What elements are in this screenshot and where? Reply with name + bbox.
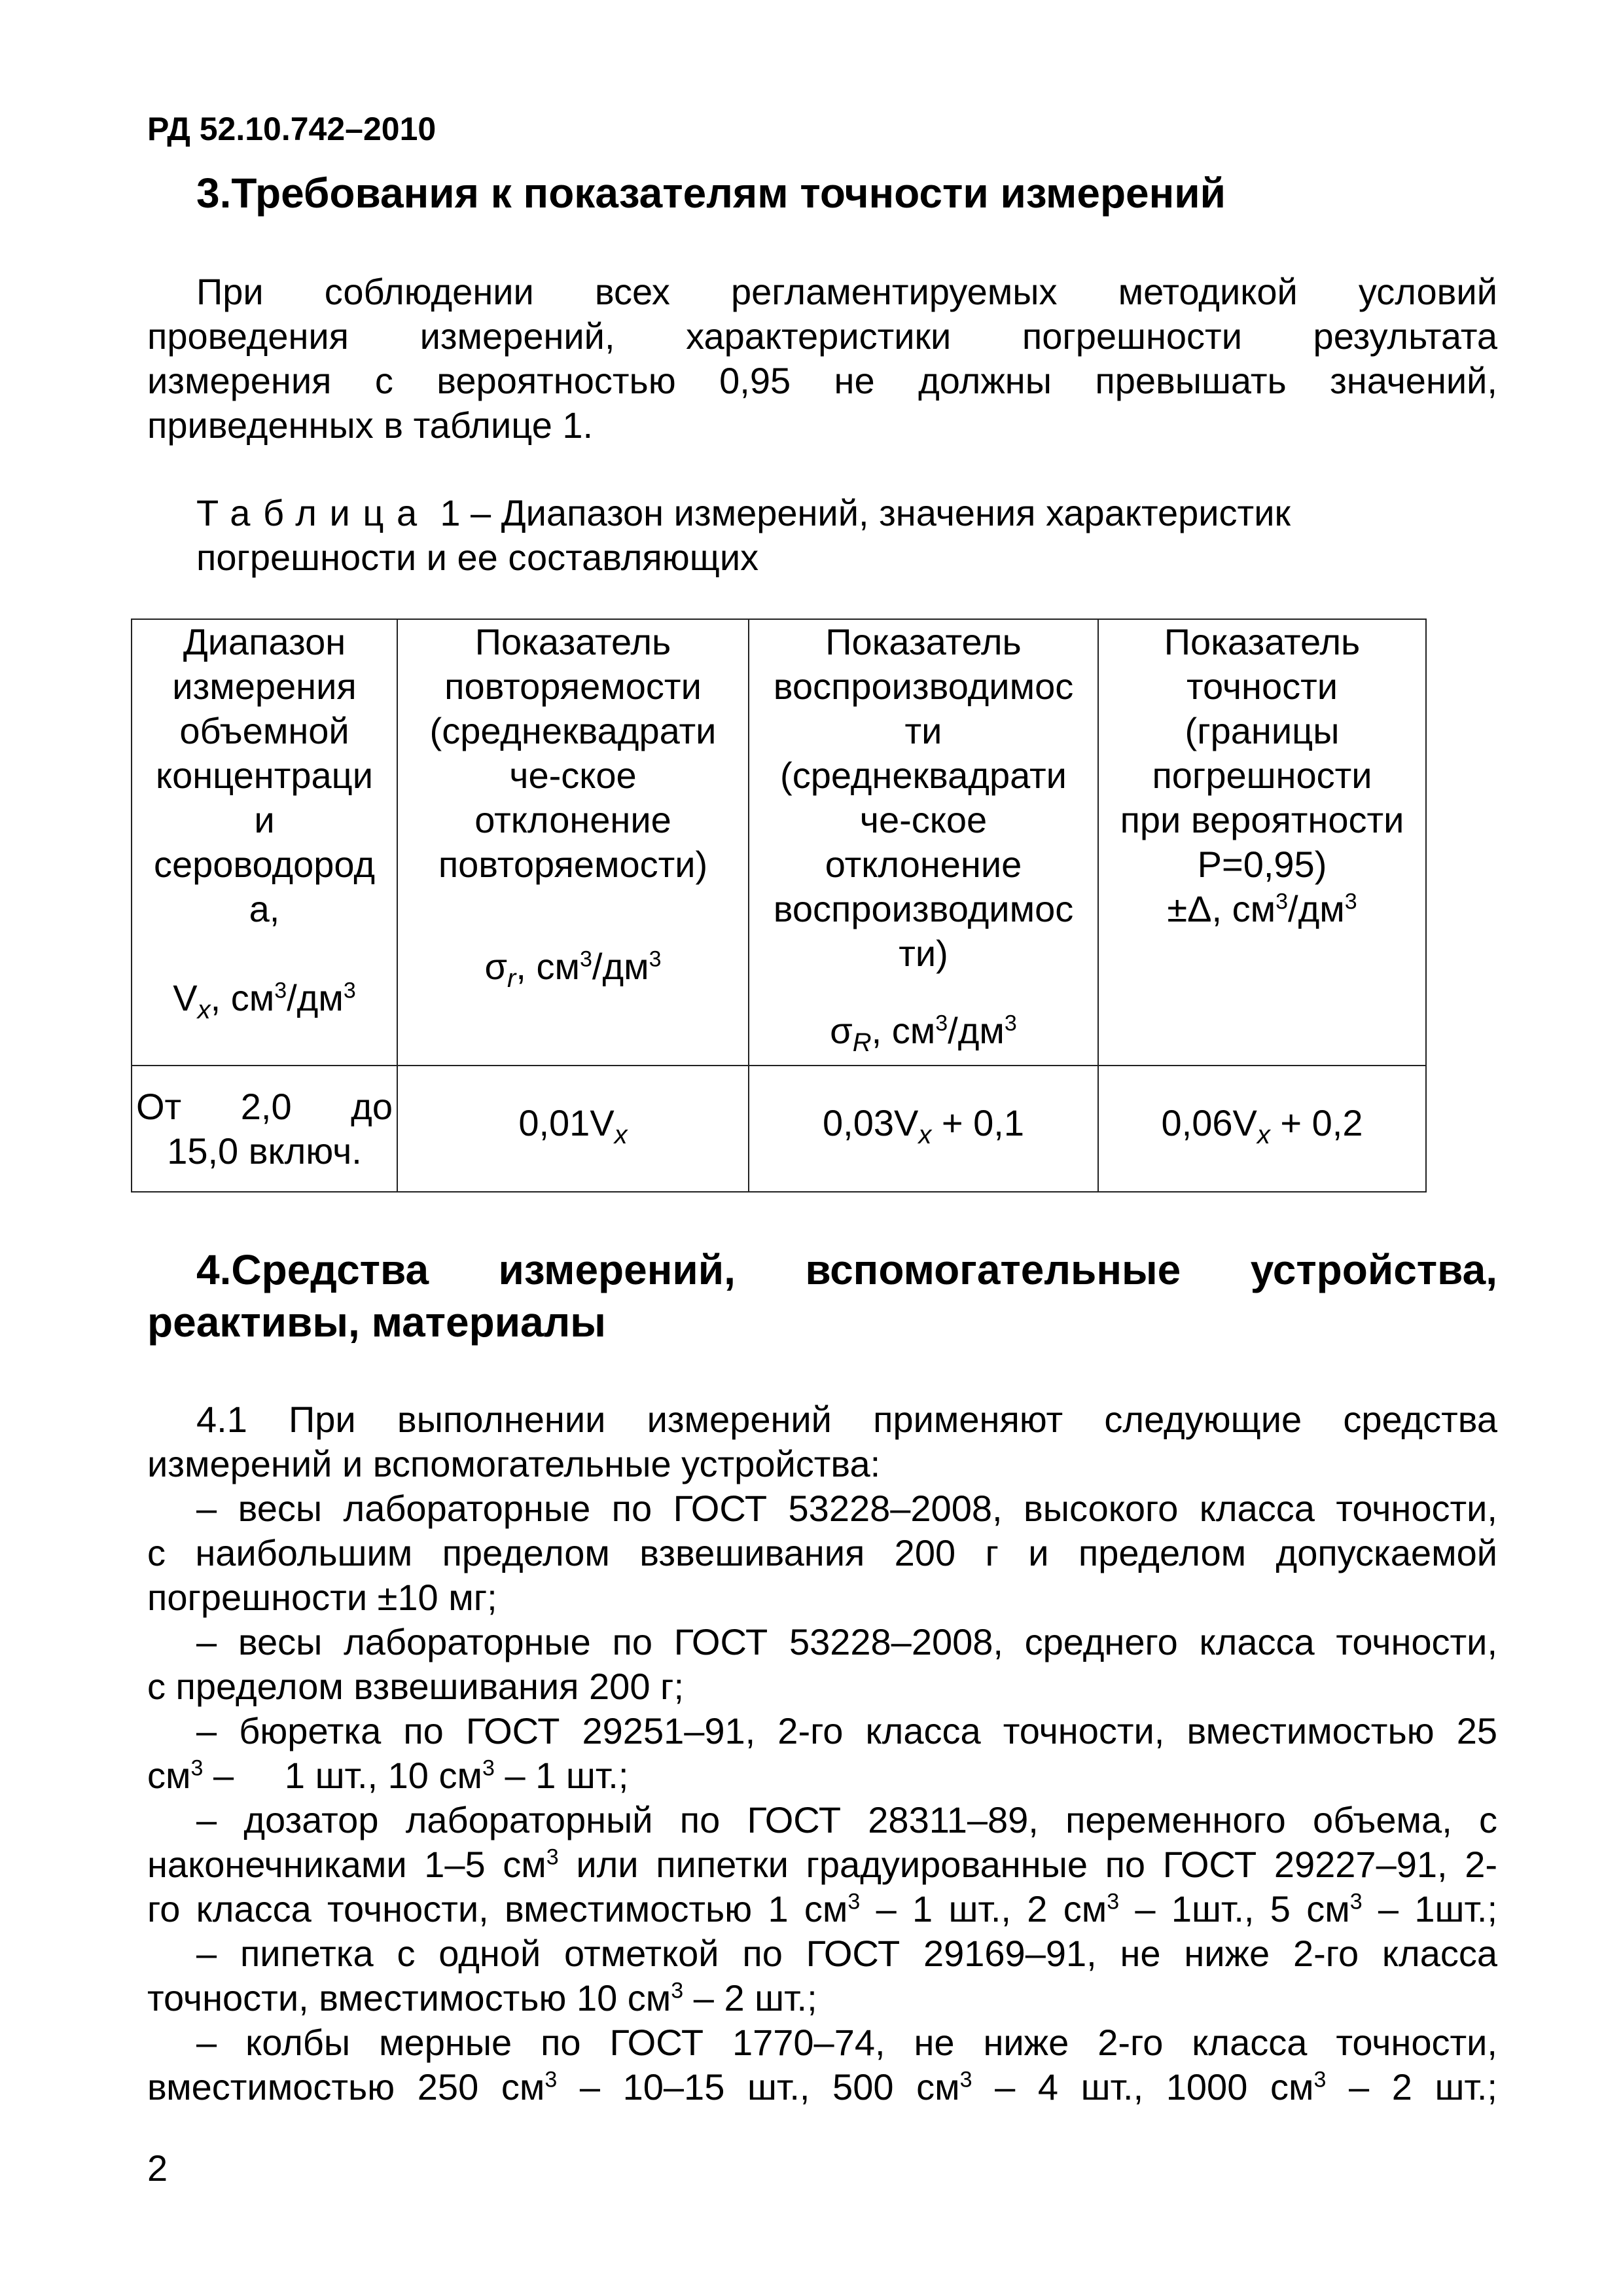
header-reproducibility <box>749 619 1098 1066</box>
list-item: – бюретка по ГОСТ 29251–91, 2-го класса точности, вместимостью 25 <box>196 1710 1497 1751</box>
list-item-line: $см^3$ – 1 шт., 10 $см^3 - 1$ шт.; <box>147 1755 629 1796</box>
header-symbol: $\sigma_r$, $см^3/дм^3$ <box>484 946 662 994</box>
table-header-row <box>132 619 1426 1066</box>
list-item-line: с пределом взвешивания 200 г; <box>147 1666 685 1707</box>
header-line: повторяемости) <box>438 844 708 885</box>
paragraph-line: измерения с вероятностью 0,95 не должны превышать значений, <box>147 360 1497 401</box>
cell-reproducibility: $0,03V_x + 0,1$ <box>749 1066 1098 1192</box>
list-item-line: наконечниками 1–5 $см^3$ или пипетки градуированные по ГОСТ 29227–91, 2- <box>147 1844 1497 1885</box>
list-item: – весы лабораторные по ГОСТ 53228–2008, среднего класса точности, <box>196 1621 1497 1662</box>
cell-line: 15,0 включ. <box>167 1130 362 1172</box>
header-symbol: $\sigma_R$, $см^3/дм^3$ <box>830 1010 1017 1058</box>
header-symbol: $V_x$, $см^3/дм^3$ <box>173 977 356 1025</box>
header-repeatability <box>397 619 749 1066</box>
paragraph-line: приведенных в таблице 1. <box>147 404 594 446</box>
section-4-heading <box>147 1244 1497 1348</box>
list-item-line: погрешности ±10 мг; <box>147 1577 497 1618</box>
list-item-line: с наибольшим пределом взвешивания 200 г и пределом допускаемой <box>147 1532 1497 1573</box>
header-line: при вероятности <box>1120 799 1404 840</box>
document-code: РД 52.10.742–2010 <box>147 111 437 147</box>
list-item-line: вместимостью 250 $см^3 - 10-15$ шт., 500 $см^3 - 4$ шт., 1000 $см^3 - 2$ шт.; <box>147 2066 1497 2108</box>
header-line: объемной <box>179 710 349 751</box>
accuracy-table <box>131 619 1427 1193</box>
cell-repeatability: $0,01V_x$ <box>397 1066 749 1192</box>
cell-range <box>132 1066 397 1192</box>
header-symbol: ±Δ, $см^3/дм^3$ <box>1167 888 1357 929</box>
section-number: 3. <box>196 170 232 217</box>
paragraph-line: 4.1 При выполнении измерений применяют следующие средства <box>196 1399 1497 1440</box>
section-3-paragraph <box>147 270 1497 448</box>
header-line: точности <box>1186 666 1338 707</box>
header-line: погрешности <box>1152 755 1372 796</box>
paragraph-line: измерений и вспомогательные устройства: <box>147 1443 881 1484</box>
section-title: Требования к показателям точности измерений <box>231 170 1226 217</box>
header-line: ти) <box>899 933 948 974</box>
section-3-heading <box>196 167 1226 219</box>
cell-accuracy: $0,06V_x + 0,2$ <box>1098 1066 1426 1192</box>
caption-label: Таблица <box>196 492 430 533</box>
list-item: – весы лабораторные по ГОСТ 53228–2008, высокого класса точности, <box>196 1488 1497 1529</box>
section-title-line: реактивы, материалы <box>147 1299 606 1346</box>
header-line: Диапазон <box>183 621 346 662</box>
page-number: 2 <box>147 2147 168 2189</box>
header-line: че-ское <box>859 799 988 840</box>
header-line: (среднеквадрати <box>429 710 717 751</box>
caption-text-line2: погрешности и ее составляющих <box>196 537 759 578</box>
header-line: Показатель <box>474 621 671 662</box>
caption-text: 1 – Диапазон измерений, значения характеристик <box>429 492 1291 533</box>
header-line: че-ское <box>509 755 637 796</box>
header-line: ти <box>904 710 942 751</box>
header-line: P=0,95) <box>1197 844 1327 885</box>
header-line: отклонение <box>474 799 671 840</box>
section-4-body <box>147 1397 1497 2109</box>
list-item: – пипетка с одной отметкой по ГОСТ 29169–91, не ниже 2-го класса <box>196 1933 1497 1974</box>
header-line: сероводород <box>153 844 376 885</box>
header-line: и <box>254 799 275 840</box>
section-title-line: 4.Средства измерений, вспомогательные устройства, <box>196 1246 1497 1293</box>
list-item: – дозатор лабораторный по ГОСТ 28311–89, переменного объема, с <box>196 1799 1497 1840</box>
header-line: отклонение <box>825 844 1022 885</box>
header-line: измерения <box>172 666 357 707</box>
list-item-line: го класса точности, вместимостью 1 $см^3 - 1$ шт., 2 $см^3 - 1шт$., 5 $см^3 - 1шт$.; <box>147 1888 1498 1929</box>
header-line: а, <box>249 888 280 929</box>
header-line: повторяемости <box>444 666 702 707</box>
table-row <box>132 1066 1426 1192</box>
table-caption <box>196 491 1342 580</box>
header-range <box>132 619 397 1066</box>
header-line: воспроизводимос <box>773 888 1074 929</box>
list-item: – колбы мерные по ГОСТ 1770–74, не ниже 2-го класса точности, <box>196 2022 1497 2063</box>
header-line: воспроизводимос <box>773 666 1074 707</box>
paragraph-line: При соблюдении всех регламентируемых методикой условий <box>196 271 1497 312</box>
header-line: (среднеквадрати <box>780 755 1067 796</box>
cell-line: От 2,0 до <box>136 1085 393 1127</box>
header-line: Показатель <box>1164 621 1361 662</box>
list-item-line: точности, вместимостью 10 $см^3 - 2$ шт.; <box>147 1977 817 2018</box>
header-line: концентраци <box>155 755 373 796</box>
header-accuracy <box>1098 619 1426 1066</box>
header-line: (границы <box>1185 710 1340 751</box>
paragraph-line: проведения измерений, характеристики погрешности результата <box>147 315 1497 357</box>
header-line: Показатель <box>825 621 1022 662</box>
